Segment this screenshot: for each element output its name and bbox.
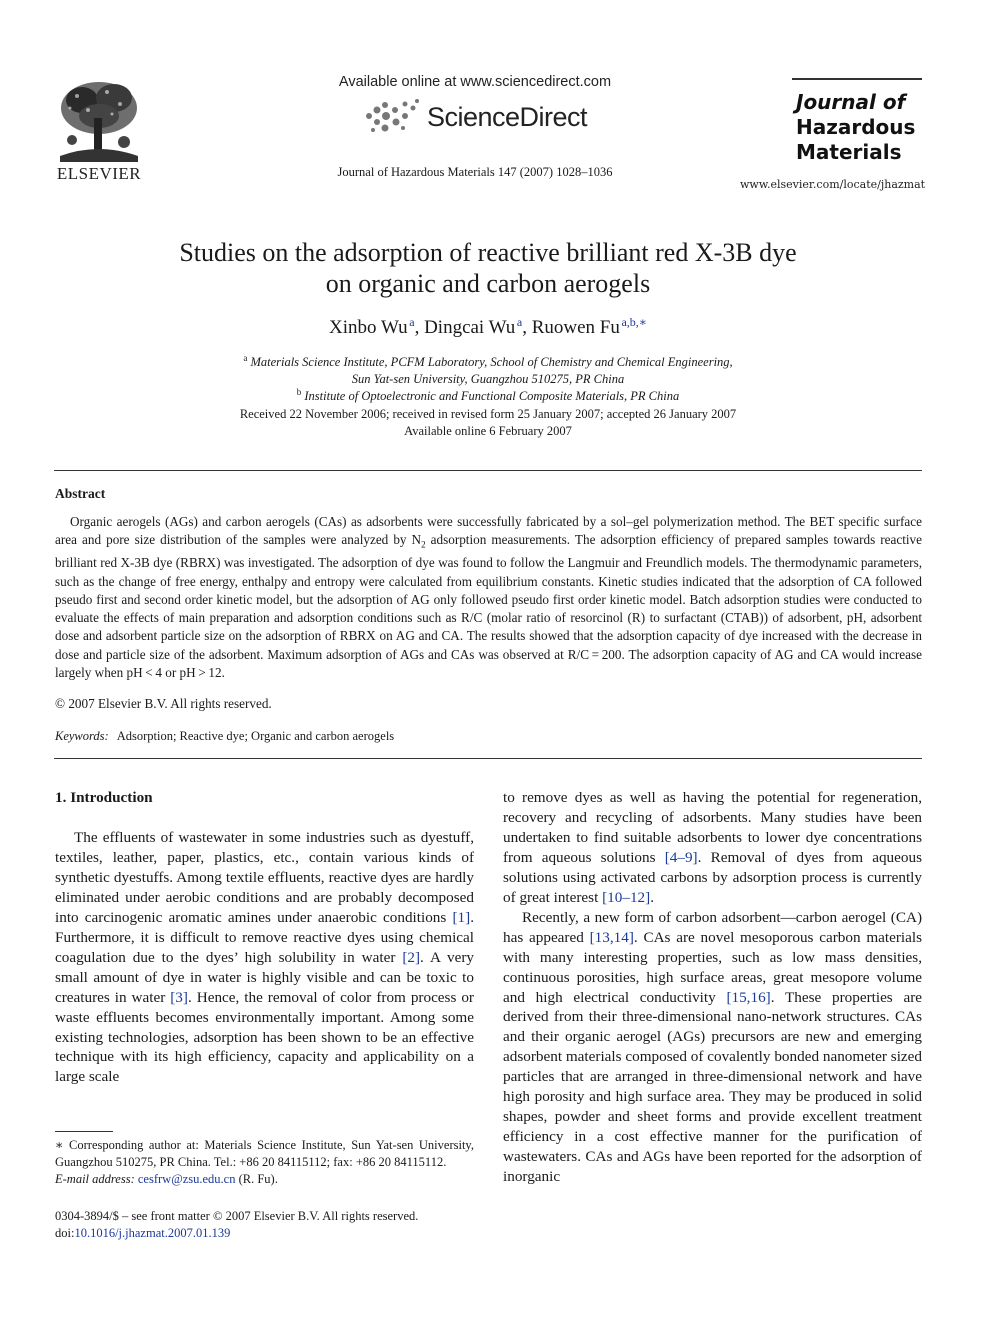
email-label: E-mail address: <box>55 1172 135 1186</box>
affiliation-mark: b <box>296 387 302 397</box>
citation-link[interactable]: [15,16] <box>726 988 771 1006</box>
author-affil-mark[interactable]: a,b,∗ <box>621 315 647 329</box>
journal-logo-line3: Materials <box>796 140 902 164</box>
issn-line: 0304-3894/$ – see front matter © 2007 Elsevier B.V. All rights reserved. <box>55 1209 419 1223</box>
citation-link[interactable]: [3] <box>170 988 188 1006</box>
journal-logo <box>740 78 926 191</box>
elsevier-tree-icon <box>52 78 146 162</box>
paragraph-text: The effluents of wastewater in some industries such as dyestuff, textiles, leather, paper, plastics, etc., contain various kinds of synthetic dyestuffs. Among textile effluents, reactive dyes are hardly eliminated under aerobic conditions and are probably decomposed into carcinogenic aromatic amines under anaerobic conditions <box>55 829 474 926</box>
paragraph <box>503 788 922 908</box>
received-dates: Received 22 November 2006; received in revised form 25 January 2007; accepted 26 January 2007 <box>239 407 737 421</box>
footnote-text: Corresponding author at: Materials Science Institute, Sun Yat-sen University, Guangzhou 510275, PR China. Tel.: +86 20 84115112; fax: +86 20 84115112. <box>55 1138 474 1169</box>
author-list: Xinbo Wu $^a$, Dingcai Wu $^a$, Ruowen Fu $^{a,b,∗}$ <box>329 315 647 338</box>
paragraph-text: . A very small amount of dye in water is highly visible and can be toxic to creatures in water <box>55 948 475 1006</box>
title-line2: on organic and carbon aerogels <box>325 269 651 298</box>
author-name[interactable]: Dingcai Wu <box>424 317 516 338</box>
article-title <box>0 237 976 299</box>
author-name[interactable]: Xinbo Wu <box>329 317 408 338</box>
email-suffix: (R. Fu). <box>235 1172 278 1186</box>
paragraph <box>503 908 922 1187</box>
email-link[interactable]: cesfrw@zsu.edu.cn <box>137 1172 236 1186</box>
abstract-text <box>55 513 922 682</box>
article-dates <box>0 406 976 440</box>
abstract-text-part: Organic aerogels (AGs) and carbon aerogels (CAs) as adsorbents were successfully fabricated by a sol–gel polymerization method. The BET specific surface area and pore size distribution of the samples were analyzed by N <box>55 514 922 548</box>
sciencedirect-dots-icon <box>363 98 421 136</box>
affiliation-a-line2: Sun Yat-sen University, Guangzhou 510275, PR China <box>351 372 625 387</box>
keywords-line <box>55 729 394 744</box>
affiliation-b <box>0 384 976 405</box>
journal-logo-title <box>796 90 922 165</box>
available-online-text: Available online at www.sciencedirect.com <box>338 74 612 90</box>
footnote-mark: ∗ <box>55 1138 64 1152</box>
abstract-heading: Abstract <box>55 486 106 501</box>
sciencedirect-name: ScienceDirect <box>426 101 588 132</box>
affiliation-a-line1: Materials Science Institute, PCFM Laboratory, School of Chemistry and Chemical Engineering, <box>250 355 733 370</box>
affiliation-a <box>0 350 976 388</box>
corresponding-author-footnote <box>55 1137 474 1188</box>
doi-label: doi: <box>55 1226 75 1240</box>
body-column-left <box>55 828 474 1087</box>
citation-link[interactable]: [2] <box>402 948 421 966</box>
body-column-right <box>503 788 922 1187</box>
sciencedirect-logo <box>300 98 650 136</box>
paragraph-text: . Hence, the removal of color from process or waste effluents becomes environmentally important. Among some existing technologies, adsorption has been shown to be an effective technique with its high efficiency, capacity and applicability on a large scale <box>55 988 474 1086</box>
abstract-subscript: 2 <box>421 539 426 550</box>
citation-link[interactable]: [1] <box>452 908 471 926</box>
elsevier-logo <box>52 78 146 184</box>
title-line1: Studies on the adsorption of reactive brilliant red X-3B dye <box>179 238 797 267</box>
publisher-name: ELSEVIER <box>56 164 142 183</box>
affiliation-mark: a <box>243 353 248 363</box>
section-heading-introduction: 1. Introduction <box>55 789 153 806</box>
paragraph-text: . CAs are novel mesoporous carbon materials with many interesting properties, such as low mass densities, continuous porosities, high surface areas, great mesopore volume and high electrical conductivity <box>503 928 922 1006</box>
journal-url[interactable]: www.elsevier.com/locate/jhazmat <box>740 178 926 191</box>
footnote-rule <box>55 1131 113 1132</box>
paragraph-text: to remove dyes as well as having the potential for regeneration, recovery and recycling of adsorbents. Many studies have been undertaken to find suitable adsorbents to lower dye concentrations from aqueous solutions <box>503 789 922 866</box>
author-affil-mark[interactable]: a <box>516 315 523 329</box>
paragraph <box>55 828 474 1087</box>
abstract-copyright: © 2007 Elsevier B.V. All rights reserved. <box>55 696 272 711</box>
paragraph-text: . These properties are derived from their three-dimensional nano-network structures. CAs and their organic aerogel (AGs) precursors are new and emerging adsorbent materials composed of covalently bonded nanometer sized particles that are arranged in three-dimensional network and have high porosity and high surface area. They may be produced in solid shapes, powder and sheet forms and provide excellent treatment efficiency in a cost effective manner for the purification of wastewaters. CAs and AGs have been reported for the adsorption of inorganic <box>503 988 922 1186</box>
divider-abstract <box>54 758 922 759</box>
citation-link[interactable]: [4–9] <box>664 848 698 866</box>
keywords-list: Adsorption; Reactive dye; Organic and carbon aerogels <box>116 729 395 743</box>
available-date: Available online 6 February 2007 <box>404 424 572 438</box>
journal-logo-rule <box>792 78 922 80</box>
journal-logo-line2: Hazardous <box>796 115 916 139</box>
abstract-text-part: adsorption measurements. The adsorption efficiency of prepared samples towards reactive brilliant red X-3B dye (RBRX) was investigated. The adsorption of dye was found to follow the Langmuir and Freundlich models. The thermodynamic parameters, such as the change of free energy, enthalpy and entropy were calculated from equilibrium constants. Kinetic studies indicated that the adsorption of CA followed pseudo first and second order kinetic model, but the adsorption of AG only followed pseudo first order kinetic model. Batch adsorption studies were conducted to evaluate the effects of main preparation and adsorption conditions such as R/C (molar ratio of resorcinol (R) to surfactant (CTAB)) of adsorbent, pH, adsorbent dose and adsorbent particle size on the adsorption of RBRX on AG and CA. The results showed that the adsorption capacity of dye increased with the decrease in dose and particle size of the adsorbent. Maximum adsorption of AGs and CAs was observed at R/C = 200. The adsorption capacity of AG and CA would increase largely when pH < 4 or pH > 12. <box>55 532 923 681</box>
citation-link[interactable]: [10–12] <box>602 888 651 906</box>
issn-block <box>55 1208 418 1242</box>
paragraph-text: . Removal of dyes from aqueous solutions using activated carbons by adsorption process is currently of great interest <box>503 848 922 906</box>
keywords-label: Keywords: <box>55 729 109 743</box>
paragraph-text: . Furthermore, it is difficult to remove reactive dyes using chemical coagulation due to the dyes’ high solubility in water <box>55 908 474 966</box>
citation-link[interactable]: [13,14] <box>589 928 634 946</box>
affiliation-b-line1: Institute of Optoelectronic and Functional Composite Materials, PR China <box>304 389 680 404</box>
sciencedirect-banner <box>300 74 650 136</box>
author-affil-mark[interactable]: a <box>409 315 415 329</box>
paragraph-text: . <box>650 888 654 906</box>
author-name[interactable]: Ruowen Fu <box>531 317 620 338</box>
paragraph-text: Recently, a new form of carbon adsorbent—carbon aerogel (CA) has appeared <box>503 908 922 946</box>
journal-reference: Journal of Hazardous Materials 147 (2007) 1028–1036 <box>337 165 613 179</box>
doi-link[interactable]: 10.1016/j.jhazmat.2007.01.139 <box>74 1226 231 1240</box>
journal-logo-line1: Journal of <box>796 90 906 114</box>
divider-top <box>54 470 922 471</box>
